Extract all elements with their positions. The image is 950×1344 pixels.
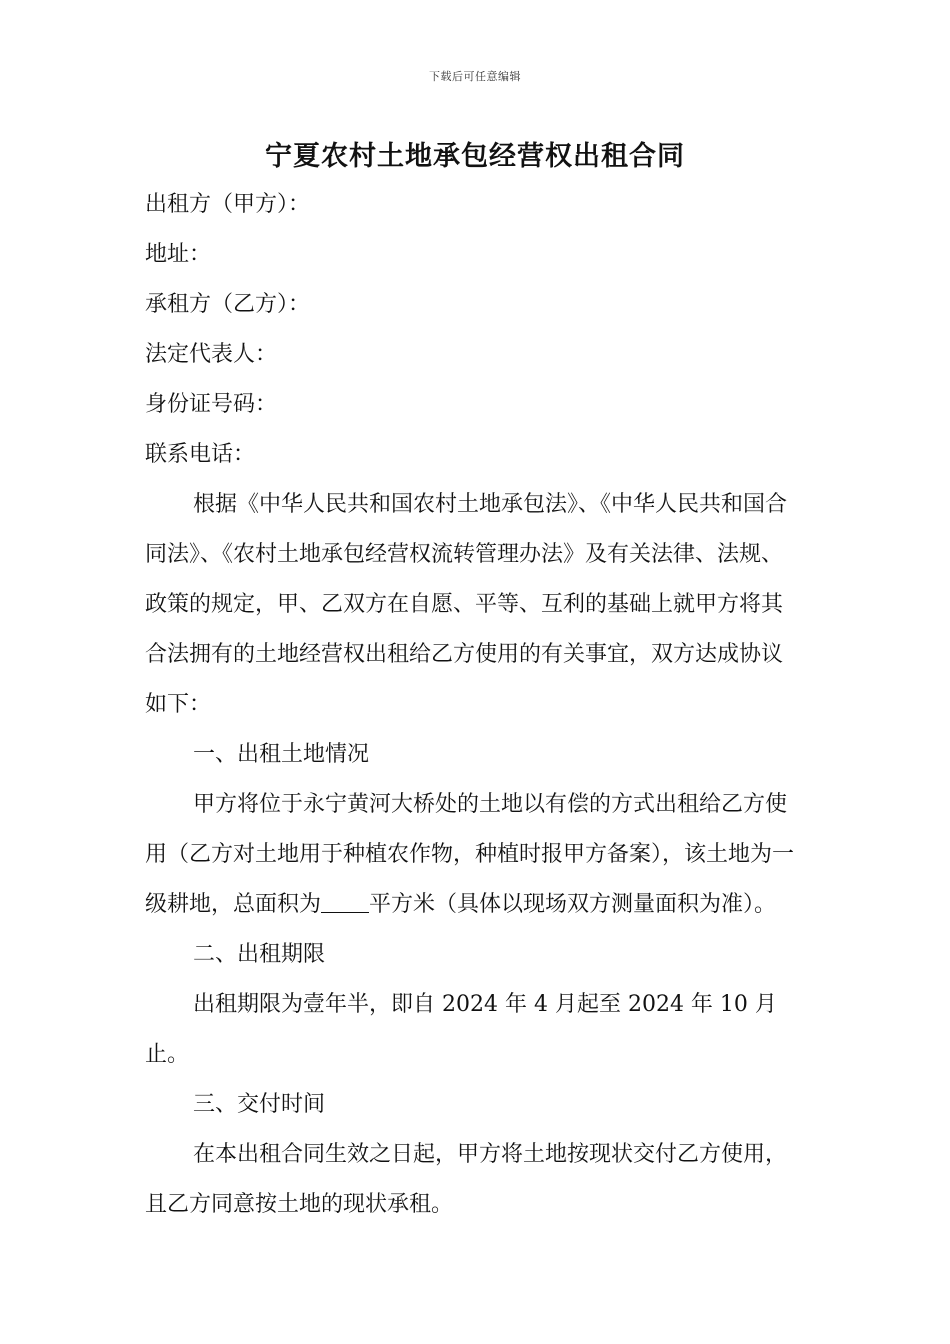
phone-line: 联系电话： bbox=[145, 442, 256, 467]
section-3-paragraph: 在本出租合同生效之日起，甲方将土地按现状交付乙方使用，且乙方同意按土地的现状承租。 bbox=[145, 1142, 788, 1217]
area-blank-field bbox=[321, 890, 369, 913]
section-3-heading: 三、交付时间 bbox=[193, 1092, 326, 1117]
id-number-line: 身份证号码： bbox=[145, 392, 278, 417]
preamble-paragraph: 根据《中华人民共和国农村土地承包法》、《中华人民共和国合同法》、《农村土地承包经营权流转管理办法》及有关法律、法规、政策的规定，甲、乙双方在自愿、平等、互利的基础上就甲方将其合法拥有的土地经营权出租给乙方使用的有关事宜，双方达成协议如下： bbox=[145, 492, 788, 717]
document-body bbox=[145, 180, 795, 1230]
section-1-heading: 一、出租土地情况 bbox=[193, 742, 370, 767]
section-1-text-end: 平方米（具体以现场双方测量面积为准）。 bbox=[369, 892, 777, 917]
legal-representative-line: 法定代表人： bbox=[145, 342, 278, 367]
document-title: 宁夏农村土地承包经营权出租合同 bbox=[265, 141, 685, 172]
section-2-paragraph: 出租期限为壹年半，即自 2024 年 4 月起至 2024 年 10 月止。 bbox=[145, 992, 777, 1067]
address-line: 地址： bbox=[145, 242, 212, 267]
section-1-paragraph bbox=[145, 780, 795, 930]
section-1-text-start: 甲方将位于永宁黄河大桥处的土地以有偿的方式出租给乙方使用（乙方对土地用于种植农作物，种植时报甲方备案），该土地为一级耕地，总面积为 bbox=[145, 792, 795, 917]
lessor-line: 出租方（甲方）： bbox=[145, 192, 311, 217]
section-2-heading: 二、出租期限 bbox=[193, 942, 326, 967]
lessee-line: 承租方（乙方）： bbox=[145, 292, 311, 317]
header-note: 下载后可任意编辑 bbox=[429, 70, 521, 83]
